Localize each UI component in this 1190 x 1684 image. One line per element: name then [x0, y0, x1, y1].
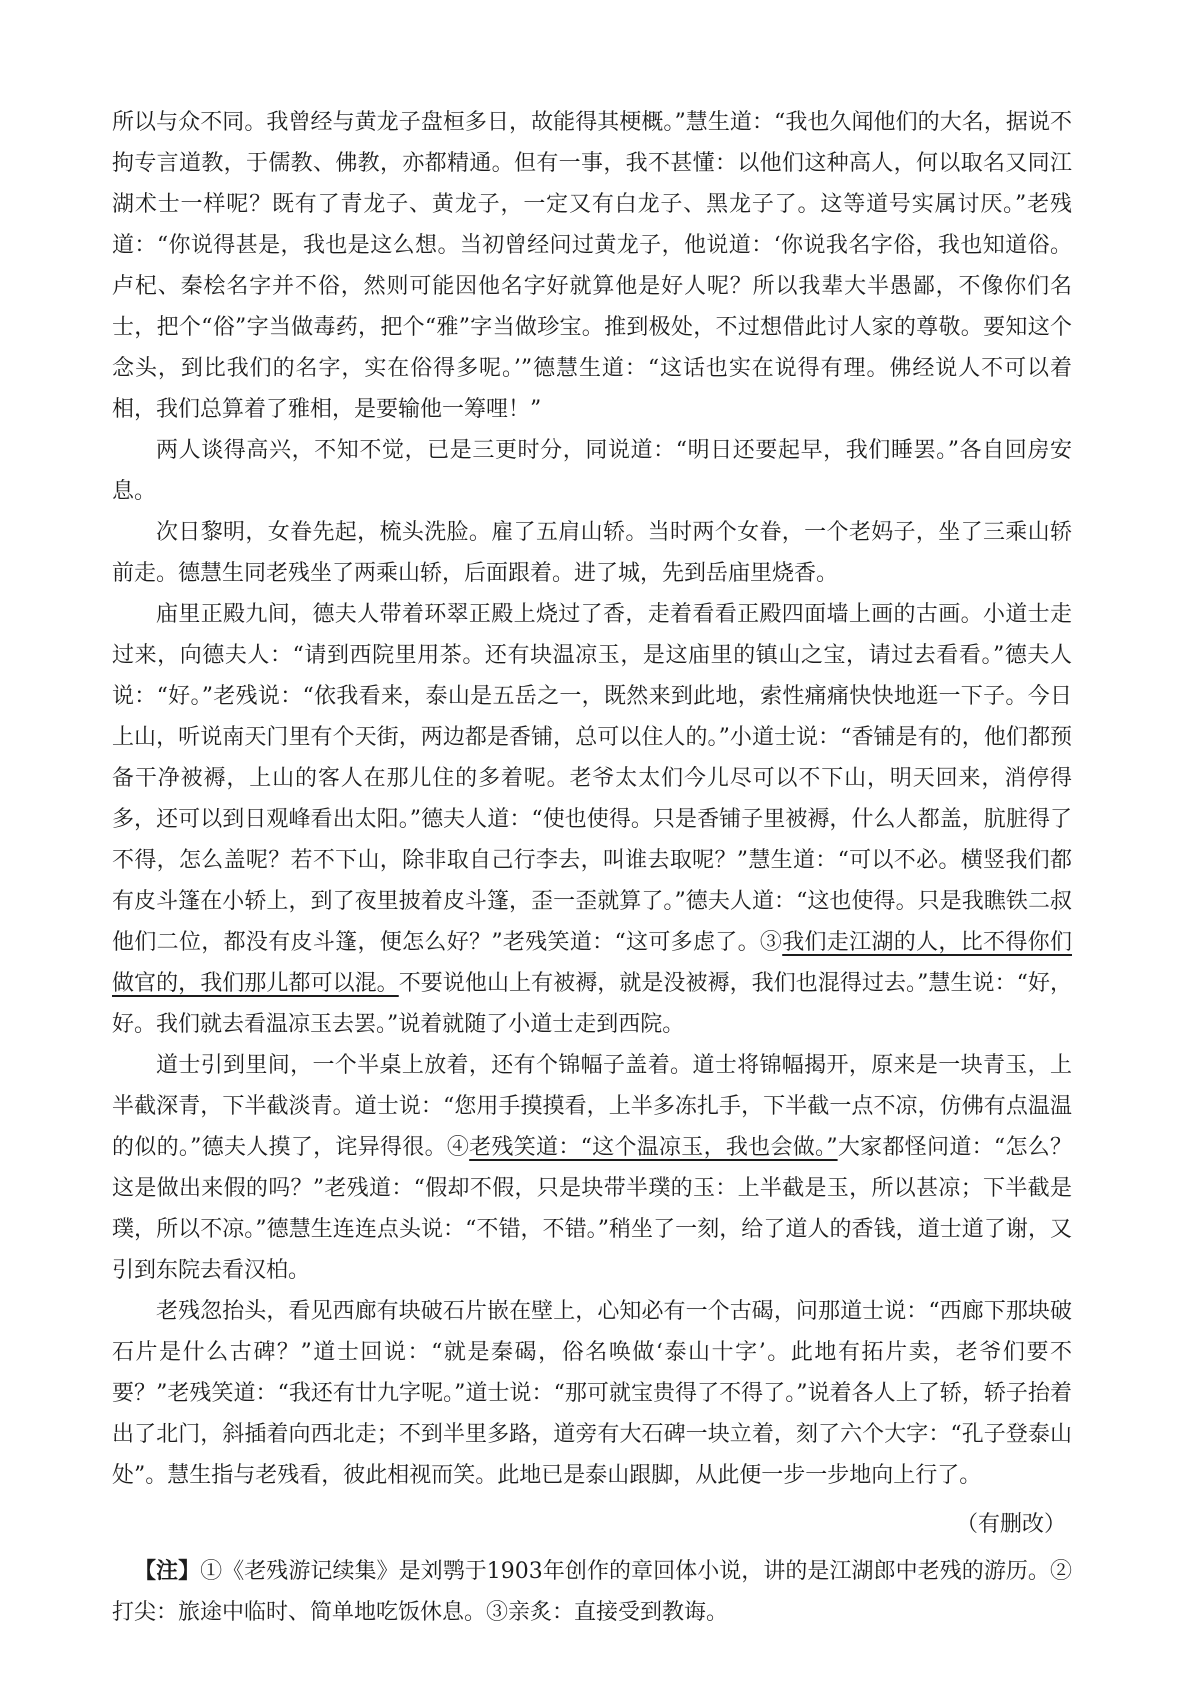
paragraph-6: 老残忽抬头，看见西廊有块破石片嵌在壁上，心知必有一个古碣，问那道士说：“西廊下那块破石片是什么古碑？”道士回说：“就是秦碣，俗名唤做‘泰山十字’。此地有拓片卖，老爷们要不要？”老残笑道：“我还有廿九字呢。”道士说：“那可就宝贵得了不得了。”说着各人上了轿，轿子抬着出了北门，斜插着向西北走；不到半里多路，道旁有大石碑一块立着，刻了六个大字：“孔子登泰山处”。慧生指与老残看，彼此相视而笑。此地已是泰山跟脚，从此便一步一步地向上行了。	[112, 1299, 1072, 1488]
paragraph-4-text-b: 不要说他山上有被褥，就是没被褥，我们也混得过去。”慧生说：“好，好。我们就去看温凉玉去罢。”说着就随了小道士走到西院。	[112, 971, 1072, 1037]
paragraph-2: 两人谈得高兴，不知不觉，已是三更时分，同说道：“明日还要起早，我们睡罢。”各自回房安息。	[112, 438, 1072, 504]
paragraph-5-text-b: 大家都怪问道：“怎么？这是做出来假的吗？”老残道：“假却不假，只是块带半璞的玉：上半截是玉，所以甚凉；下半截是璞，所以不凉。”德慧生连连点头说：“不错，不错。”稍坐了一刻，给了道人的香钱，道士道了谢，又引到东院去看汉柏。	[112, 1135, 1073, 1283]
underlined-sentence-3: 我们走江湖的人，比不得你们做官的，我们那儿都可以混。	[112, 930, 1072, 996]
footnote	[112, 1551, 1072, 1633]
paragraph-4	[112, 594, 1072, 1045]
underlined-sentence-4: 老残笑道：“这个温凉玉，我也会做。”	[469, 1135, 838, 1160]
paragraph-1: 所以与众不同。我曾经与黄龙子盘桓多日，故能得其梗概。”慧生道：“我也久闻他们的大名，据说不拘专言道教，于儒教、佛教，亦都精通。但有一事，我不甚懂：以他们这种高人，何以取名又同江湖术士一样呢？既有了青龙子、黄龙子，一定又有白龙子、黑龙子了。这等道号实属讨厌。”老残道：“你说得甚是，我也是这么想。当初曾经问过黄龙子，他说道：‘你说我名字俗，我也知道俗。卢杞、秦桧名字并不俗，然则可能因他名字好就算他是好人呢？所以我辈大半愚鄙，不像你们名士，把个“俗”字当做毒药，把个“雅”字当做珍宝。推到极处，不过想借此讨人家的尊敬。要知这个念头，到比我们的名字，实在俗得多呢。’”德慧生道：“这话也实在说得有理。佛经说人不可以着相，我们总算着了雅相，是要输他一筹哩！”	[112, 110, 1072, 422]
document-page	[112, 102, 1072, 1633]
paragraph-3: 次日黎明，女眷先起，梳头洗脸。雇了五肩山轿。当时两个女眷，一个老妈子，坐了三乘山轿前走。德慧生同老残坐了两乘山轿，后面跟着。进了城，先到岳庙里烧香。	[112, 520, 1072, 586]
paragraph-5	[112, 1045, 1072, 1291]
source-note: （有删改）	[955, 1512, 1066, 1537]
footnote-tag: 【注】	[134, 1558, 201, 1584]
paragraph-4-text-a: 庙里正殿九间，德夫人带着环翠正殿上烧过了香，走着看看正殿四面墙上画的古画。小道士走过来，向德夫人：“请到西院里用茶。还有块温凉玉，是这庙里的镇山之宝，请过去看看。”德夫人说：“好。”老残说：“依我看来，泰山是五岳之一，既然来到此地，索性痛痛快快地逛一下子。今日上山，听说南天门里有个天街，两边都是香铺，总可以住人的。”小道士说：“香铺是有的，他们都预备干净被褥，上山的客人在那儿住的多着呢。老爷太太们今儿尽可以不下山，明天回来，消停得多，还可以到日观峰看出太阳。”德夫人道：“使也使得。只是香铺子里被褥，什么人都盖，肮脏得了不得，怎么盖呢？若不下山，除非取自己行李去，叫谁去取呢？”慧生道：“可以不必。横竖我们都有皮斗篷在小轿上，到了夜里披着皮斗篷，歪一歪就算了。”德夫人道：“这也使得。只是我瞧铁二叔他们二位，都没有皮斗篷，便怎么好？”老残笑道：“这可多虑了。③	[112, 602, 1072, 955]
footnote-text: ①《老残游记续集》是刘鹗于1903年创作的章回体小说，讲的是江湖郎中老残的游历。②打尖：旅途中临时、简单地吃饭休息。③亲炙：直接受到教诲。	[112, 1559, 1072, 1625]
paragraph-5-text-a: 道士引到里间，一个半桌上放着，还有个锦幅子盖着。道士将锦幅揭开，原来是一块青玉，上半截深青，下半截淡青。道士说：“您用手摸摸看，上半多冻扎手，下半截一点不凉，仿佛有点温温的似的。”德夫人摸了，诧异得很。④	[112, 1053, 1072, 1160]
